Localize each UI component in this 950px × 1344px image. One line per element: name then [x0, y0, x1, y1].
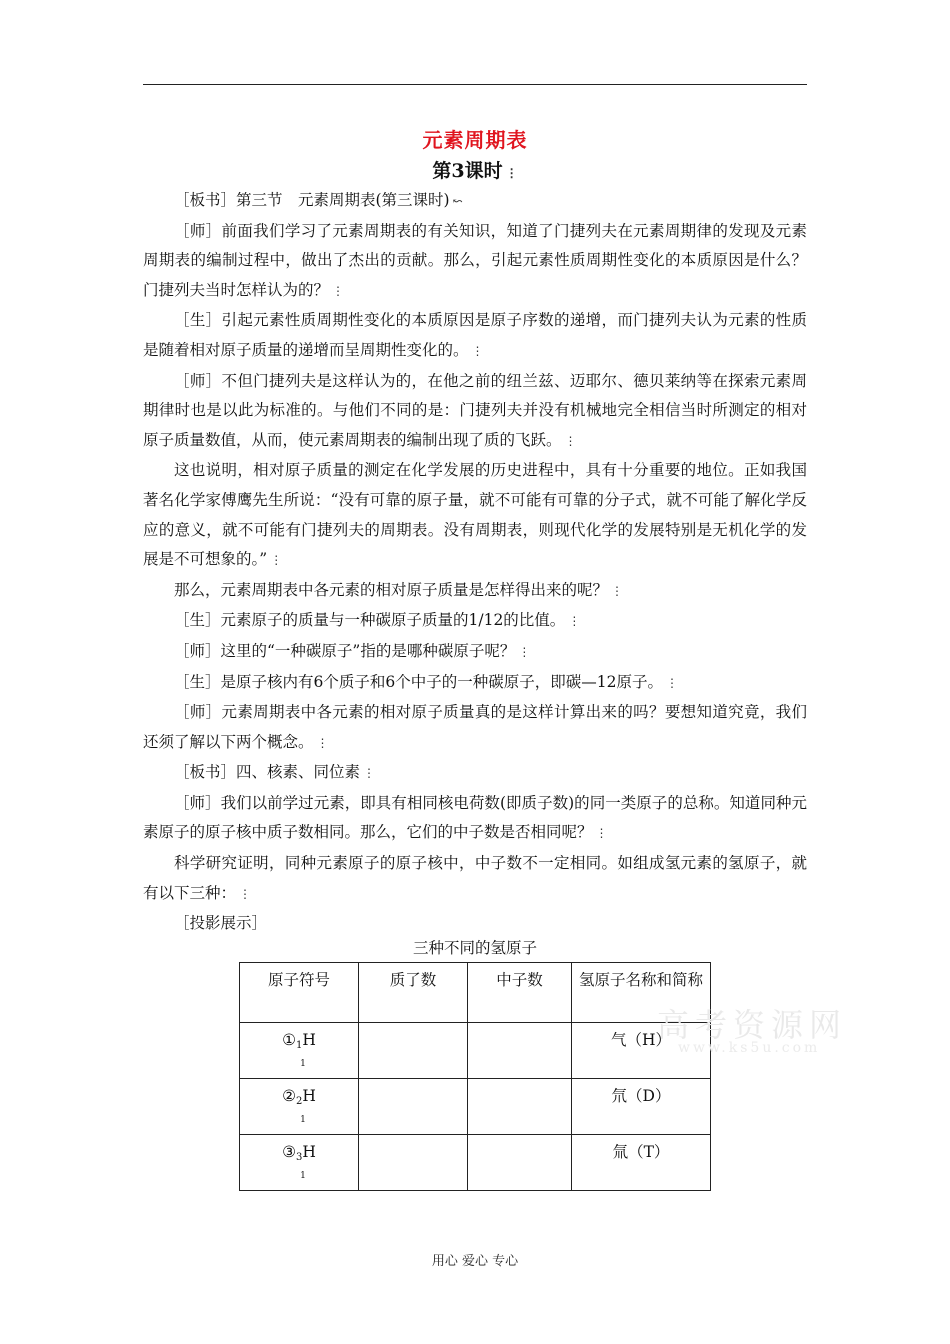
paragraph: 科学研究证明，同种元素原子的原子核中，中子数不一定相同。如组成氢元素的氢原子，就有以下三种： ⋮ [143, 854, 807, 902]
paragraph: ［师］我们以前学过元素，即具有相同核电荷数(即质子数)的同一类原子的总称。知道同种元素原子的原子核中质子数相同。那么，它们的中子数是否相同呢？ ⋮ [143, 793, 807, 842]
proton-count-cell [359, 1023, 468, 1079]
watermark-url: www.ks5u.com [678, 1040, 821, 1056]
header-rule [143, 84, 807, 85]
header-cell: 中子数 [468, 963, 572, 1023]
lesson-body [143, 186, 807, 939]
header-cell: 质了数 [359, 963, 468, 1023]
hydrogen-isotopes-table [239, 962, 711, 1191]
table-row [240, 1079, 711, 1135]
watermark: 高考资源网 [657, 1006, 848, 1044]
isotope-name-cell: 氘（D） [572, 1079, 711, 1135]
handwriting-mark-icon: ↜ [452, 194, 463, 208]
isotope-name-cell: 氚（T） [572, 1135, 711, 1191]
table-row [240, 1023, 711, 1079]
table-header-row [240, 963, 711, 1023]
atom-symbol-cell: $②_2H$ 1 [240, 1079, 359, 1135]
subtitle-text: 第3课时 [432, 160, 503, 182]
paragraph: ［生］引起元素性质周期性变化的本质原因是原子序数的递增，而门捷列夫认为元素的性质是随着相对原子质量的递增而呈周期性变化的。 ⋮ [143, 311, 807, 359]
atom-symbol-cell: $③_3H$ 1 [240, 1135, 359, 1191]
header-cell: 原子符号 [240, 963, 359, 1023]
paragraph: 这也说明，相对原子质量的测定在化学发展的历史进程中，具有十分重要的地位。正如我国著名化学家傅鹰先生所说：“没有可靠的原子量，就不可能有可靠的分子式，就不可能了解化学反应的意义，就不可能有门捷列夫的周期表。没有周期表，则现代化学的发展特别是无机化学的发展是不可想象的。” ⋮ [143, 461, 807, 569]
isotope-name-cell: 气（H） [572, 1023, 711, 1079]
paragraph: ［板书］四、核素、同位素 ⋮ [174, 763, 376, 782]
proton-count-cell [359, 1135, 468, 1191]
paragraph: ［生］元素原子的质量与一种碳原子质量的1/12的比值。 ⋮ [174, 611, 581, 630]
neutron-count-cell [468, 1135, 572, 1191]
paragraph: ［师］不但门捷列夫是这样认为的，在他之前的纽兰兹、迈耶尔、德贝莱纳等在探索元素周期律时也是以此为标准的。与他们不同的是：门捷列夫并没有机械地完全相信当时所测定的相对原子质量数值，从而，使元素周期表的编制出现了质的飞跃。 ⋮ [143, 371, 807, 449]
paragraph: ［师］元素周期表中各元素的相对原子质量真的是这样计算出来的吗？要想知道究竟，我们还须了解以下两个概念。 ⋮ [143, 703, 807, 751]
paragraph: ［板书］第三节 元素周期表(第三课时) ↜ [174, 191, 463, 209]
header-cell: 氢原子名称和简称 [572, 963, 711, 1023]
atom-symbol-cell: $①_1H$ 1 [240, 1023, 359, 1079]
paragraph: ［生］是原子核内有6个质子和6个中子的一种碳原子，即碳—12原子。 ⋮ [174, 672, 678, 691]
page-title: 元素周期表 [422, 128, 528, 152]
paragraph: 那么，元素周期表中各元素的相对原子质量是怎样得出来的呢？ ⋮ [174, 580, 624, 599]
table-caption: 三种不同的氢原子 [412, 939, 537, 957]
neutron-count-cell [468, 1023, 572, 1079]
page-subtitle: 第3课时 ⋮ [432, 160, 518, 182]
proton-count-cell [359, 1079, 468, 1135]
paragraph: ［投影展示］ [174, 914, 268, 933]
page-footer: 用心 爱心 专心 [431, 1254, 519, 1269]
paragraph: ［师］前面我们学习了元素周期表的有关知识，知道了门捷列夫在元素周期律的发现及元素周期表的编制过程中，做出了杰出的贡献。那么，引起元素性质周期性变化的本质原因是什么？门捷列夫当时怎样认为的？ ⋮ [143, 221, 807, 299]
neutron-count-cell [468, 1079, 572, 1135]
paragraph: ［师］这里的“一种碳原子”指的是哪种碳原子呢？ ⋮ [174, 641, 531, 660]
table-row [240, 1135, 711, 1191]
